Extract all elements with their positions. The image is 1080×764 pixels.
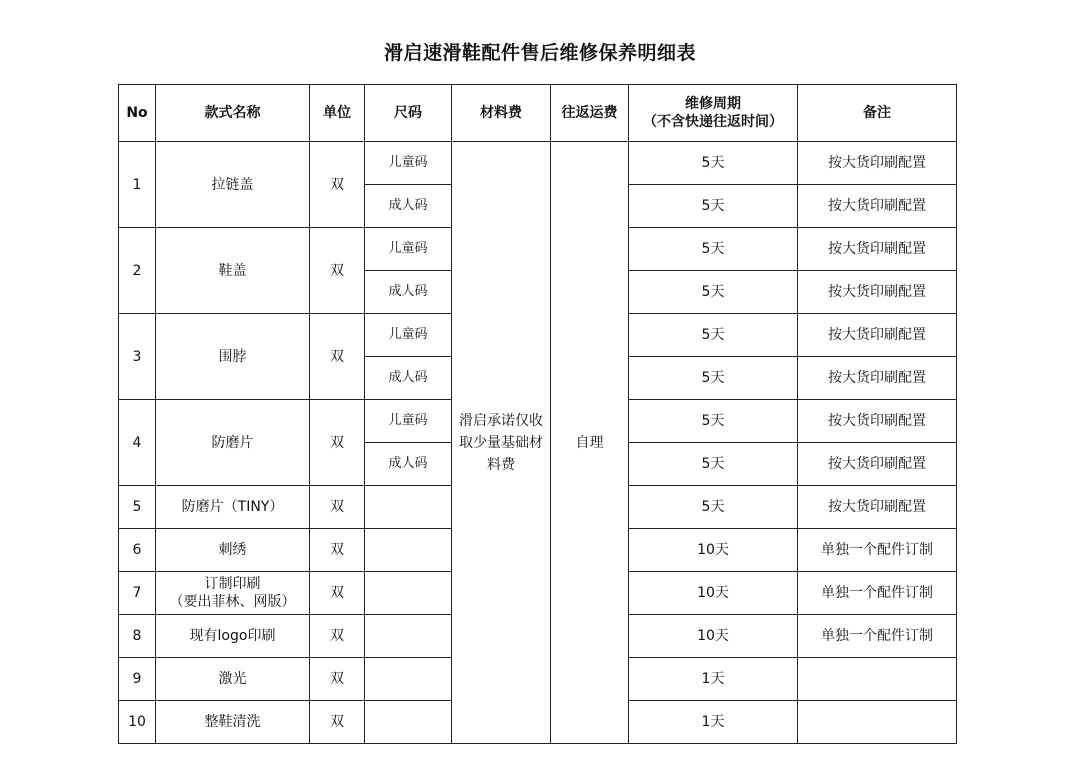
cell-unit: 双 xyxy=(310,615,365,658)
cell-name: 防磨片 xyxy=(156,400,310,486)
cell-size: 儿童码 xyxy=(365,400,452,443)
cell-size-empty xyxy=(365,615,452,658)
cell-size: 成人码 xyxy=(365,443,452,486)
cell-cycle: 10天 xyxy=(629,615,798,658)
cell-size-empty xyxy=(365,486,452,529)
cell-cycle: 1天 xyxy=(629,658,798,701)
cell-unit: 双 xyxy=(310,314,365,400)
cell-size: 儿童码 xyxy=(365,142,452,185)
cell-size-empty xyxy=(365,658,452,701)
header-shipping: 往返运费 xyxy=(551,85,629,142)
cell-remark: 按大货印刷配置 xyxy=(798,142,957,185)
header-cycle-line1: 维修周期 xyxy=(685,96,741,112)
cell-no: 5 xyxy=(119,486,156,529)
cell-size: 成人码 xyxy=(365,185,452,228)
header-no: No xyxy=(119,85,156,142)
cell-unit: 双 xyxy=(310,142,365,228)
cell-cycle: 10天 xyxy=(629,529,798,572)
cell-remark: 按大货印刷配置 xyxy=(798,443,957,486)
material-fee-text: 滑启承诺仅收取少量基础材料费 xyxy=(459,412,543,473)
cell-remark: 按大货印刷配置 xyxy=(798,314,957,357)
cell-material-fee xyxy=(452,142,551,744)
cell-no: 4 xyxy=(119,400,156,486)
cell-cycle: 5天 xyxy=(629,271,798,314)
header-cycle-line2: （不含快递往返时间） xyxy=(643,114,783,130)
cell-name: 防磨片（TINY） xyxy=(156,486,310,529)
table-row xyxy=(119,142,957,185)
cell-unit: 双 xyxy=(310,658,365,701)
header-unit: 单位 xyxy=(310,85,365,142)
cell-size: 儿童码 xyxy=(365,228,452,271)
cell-unit: 双 xyxy=(310,529,365,572)
cell-remark: 单独一个配件订制 xyxy=(798,615,957,658)
header-cycle xyxy=(629,85,798,142)
cell-size-empty xyxy=(365,701,452,744)
cell-unit: 双 xyxy=(310,486,365,529)
cell-size-empty xyxy=(365,529,452,572)
cell-no: 8 xyxy=(119,615,156,658)
cell-remark: 按大货印刷配置 xyxy=(798,357,957,400)
header-size: 尺码 xyxy=(365,85,452,142)
cell-cycle: 1天 xyxy=(629,701,798,744)
cell-name: 刺绣 xyxy=(156,529,310,572)
cell-cycle: 10天 xyxy=(629,572,798,615)
cell-cycle: 5天 xyxy=(629,400,798,443)
cell-unit: 双 xyxy=(310,400,365,486)
cell-remark: 按大货印刷配置 xyxy=(798,400,957,443)
cell-remark: 按大货印刷配置 xyxy=(798,486,957,529)
cell-cycle: 5天 xyxy=(629,228,798,271)
cell-remark xyxy=(798,701,957,744)
cell-cycle: 5天 xyxy=(629,314,798,357)
cell-size: 成人码 xyxy=(365,271,452,314)
cell-size: 儿童码 xyxy=(365,314,452,357)
header-row xyxy=(119,85,957,142)
cell-no: 6 xyxy=(119,529,156,572)
cell-remark: 单独一个配件订制 xyxy=(798,572,957,615)
cell-unit: 双 xyxy=(310,572,365,615)
cell-cycle: 5天 xyxy=(629,486,798,529)
cell-cycle: 5天 xyxy=(629,357,798,400)
cell-no: 7 xyxy=(119,572,156,615)
header-name: 款式名称 xyxy=(156,85,310,142)
cell-no: 9 xyxy=(119,658,156,701)
cell-name: 现有logo印刷 xyxy=(156,615,310,658)
cell-cycle: 5天 xyxy=(629,142,798,185)
maintenance-table xyxy=(118,84,957,744)
cell-size-empty xyxy=(365,572,452,615)
cell-cycle: 5天 xyxy=(629,443,798,486)
cell-name-line1: 订制印刷 xyxy=(204,576,261,592)
cell-size: 成人码 xyxy=(365,357,452,400)
cell-name: 拉链盖 xyxy=(156,142,310,228)
cell-no: 3 xyxy=(119,314,156,400)
cell-name: 激光 xyxy=(156,658,310,701)
cell-unit: 双 xyxy=(310,701,365,744)
page-title: 滑启速滑鞋配件售后维修保养明细表 xyxy=(383,42,696,64)
cell-remark: 按大货印刷配置 xyxy=(798,228,957,271)
cell-name: 整鞋清洗 xyxy=(156,701,310,744)
cell-shipping-fee: 自理 xyxy=(551,142,629,744)
cell-no: 1 xyxy=(119,142,156,228)
cell-no: 10 xyxy=(119,701,156,744)
header-material: 材料费 xyxy=(452,85,551,142)
cell-remark: 单独一个配件订制 xyxy=(798,529,957,572)
cell-name: 鞋盖 xyxy=(156,228,310,314)
cell-remark: 按大货印刷配置 xyxy=(798,271,957,314)
cell-cycle: 5天 xyxy=(629,185,798,228)
header-remark: 备注 xyxy=(798,85,957,142)
cell-name xyxy=(156,572,310,615)
cell-name: 围脖 xyxy=(156,314,310,400)
cell-name-line2: （要出菲林、网版） xyxy=(169,594,296,610)
cell-remark: 按大货印刷配置 xyxy=(798,185,957,228)
cell-remark xyxy=(798,658,957,701)
cell-unit: 双 xyxy=(310,228,365,314)
cell-no: 2 xyxy=(119,228,156,314)
